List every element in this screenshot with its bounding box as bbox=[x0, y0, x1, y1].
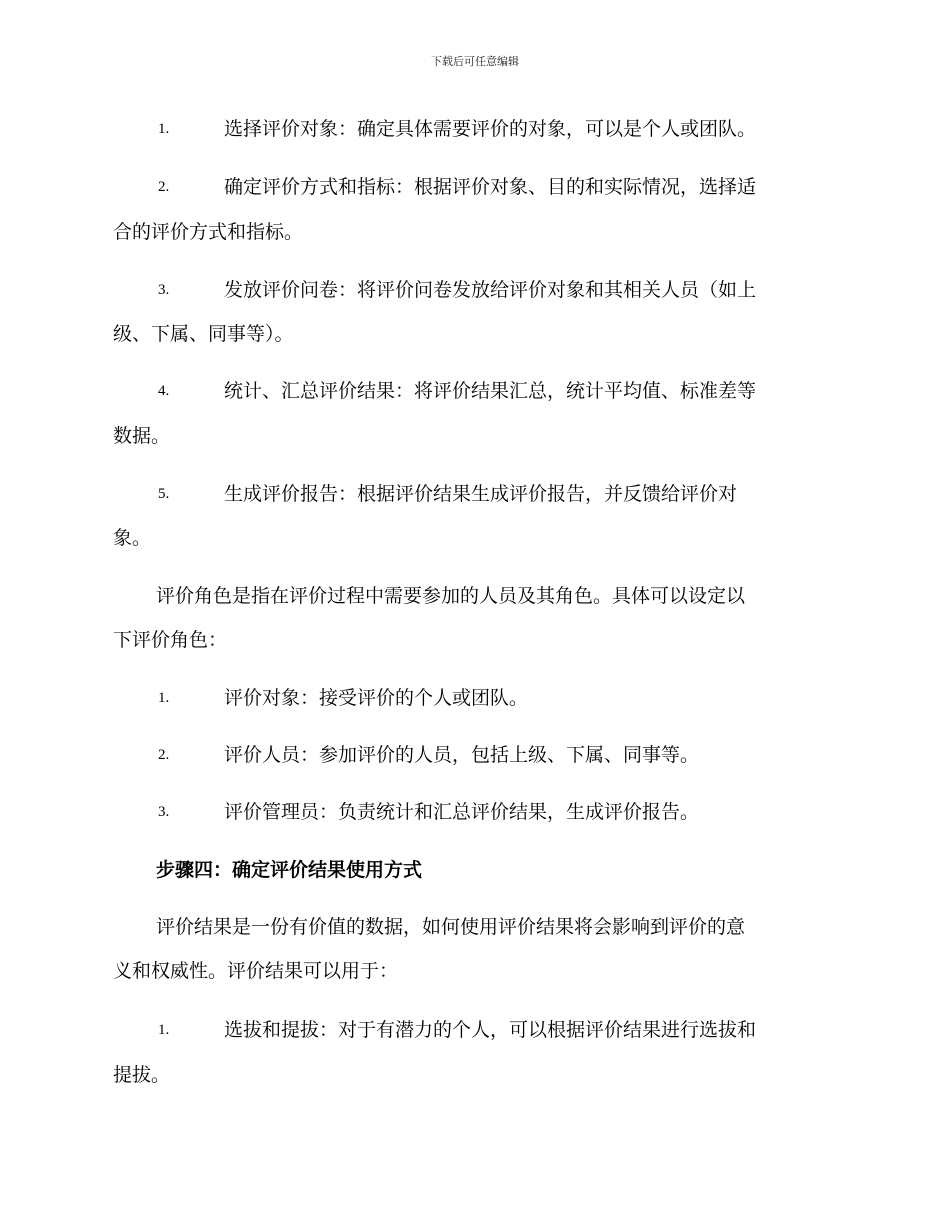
list-text: 发放评价问卷：将评价问卷发放给评价对象和其相关人员（如上 bbox=[224, 279, 757, 301]
list-number: 1. bbox=[158, 690, 170, 706]
list-text: 评价管理员：负责统计和汇总评价结果，生成评价报告。 bbox=[224, 801, 700, 823]
paragraph-line: 下评价角色： bbox=[113, 629, 228, 651]
list-number: 2. bbox=[158, 747, 170, 763]
list-text-continuation: 象。 bbox=[113, 527, 152, 549]
list-number: 3. bbox=[158, 282, 170, 298]
page-header: 下载后可任意编辑 bbox=[431, 55, 519, 68]
list-text-continuation: 合的评价方式和指标。 bbox=[113, 221, 304, 243]
list-number: 2. bbox=[158, 179, 170, 195]
list-text-continuation: 级、下属、同事等）。 bbox=[113, 323, 294, 345]
section-heading: 步骤四：确定评价结果使用方式 bbox=[156, 859, 423, 881]
list-number: 1. bbox=[158, 1022, 170, 1038]
list-text: 生成评价报告：根据评价结果生成评价报告，并反馈给评价对 bbox=[224, 483, 738, 505]
list-text: 确定评价方式和指标：根据评价对象、目的和实际情况，选择适 bbox=[224, 176, 757, 198]
list-text: 选拔和提拔：对于有潜力的个人，可以根据评价结果进行选拔和 bbox=[224, 1019, 757, 1041]
list-text-continuation: 提拔。 bbox=[113, 1064, 171, 1086]
list-number: 5. bbox=[158, 486, 170, 502]
list-text: 评价人员：参加评价的人员，包括上级、下属、同事等。 bbox=[224, 744, 700, 766]
list-text: 选择评价对象：确定具体需要评价的对象，可以是个人或团队。 bbox=[224, 118, 757, 140]
paragraph-line: 评价角色是指在评价过程中需要参加的人员及其角色。具体可以设定以 bbox=[156, 585, 746, 607]
list-text: 评价对象：接受评价的个人或团队。 bbox=[224, 687, 529, 709]
paragraph-line: 评价结果是一份有价值的数据，如何使用评价结果将会影响到评价的意 bbox=[156, 916, 746, 938]
list-text-continuation: 数据。 bbox=[113, 425, 171, 447]
paragraph-line: 义和权威性。评价结果可以用于： bbox=[113, 960, 399, 982]
list-text: 统计、汇总评价结果：将评价结果汇总，统计平均值、标准差等 bbox=[224, 380, 757, 402]
list-number: 3. bbox=[158, 804, 170, 820]
list-number: 1. bbox=[158, 121, 170, 137]
list-number: 4. bbox=[158, 383, 170, 399]
